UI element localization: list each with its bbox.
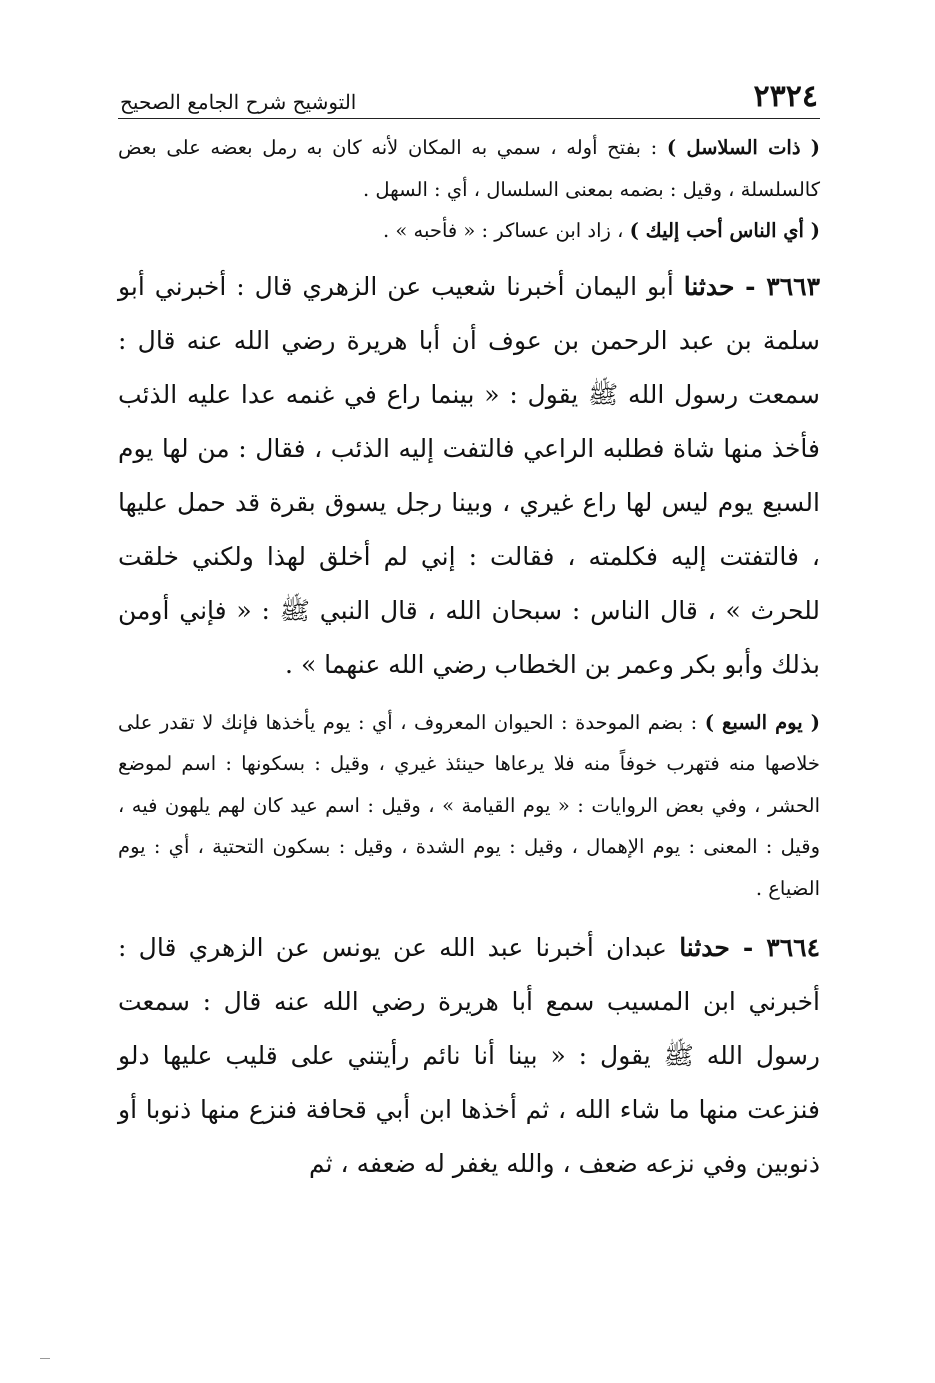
page-header bbox=[118, 70, 820, 119]
commentary-text: : بفتح أوله ، سمي به المكان لأنه كان به رمل بعضه على بعض كالسلسلة ، وقيل : بضمه بمعنى السلسال ، أي : السهل . bbox=[118, 136, 820, 201]
commentary-term: ( يوم السبع ) bbox=[704, 710, 820, 734]
hadith-text: عبدان أخبرنا عبد الله عن يونس عن الزهري قال : أخبرني ابن المسيب سمع أبا هريرة رضي الله عنه قال : سمعت رسول الله ﷺ يقول : « بينا أنا نائم رأيتني على قليب عليها دلو فنزعت منها ما شاء الله ، ثم أخذها ابن أبي قحافة فنزع منها ذنوبا أو ذنوبين وفي نزعه ضعف ، والله يغفر له ضعفه ، ثم bbox=[118, 933, 820, 1178]
commentary-paragraph bbox=[118, 127, 820, 210]
commentary-term: ( أي الناس أحب إليك ) bbox=[629, 219, 820, 242]
commentary-paragraph bbox=[118, 702, 820, 910]
book-title: التوشيح شرح الجامع الصحيح bbox=[120, 90, 357, 114]
document-page bbox=[118, 70, 820, 1191]
commentary-paragraph bbox=[118, 210, 820, 252]
hadith-number: ٣٦٦٣ - حدثنا bbox=[683, 271, 820, 301]
commentary-text: : بضم الموحدة : الحيوان المعروف ، أي : يوم يأخذها فإنك لا تقدر على خلاصها منه فتهرب خوفاً منه فلا يرعاها حينئذ غيري ، وقيل : بسكونها : اسم لموضع الحشر ، وفي بعض الروايات : « يوم القيامة » ، وقيل : اسم عيد كان لهم يلهون فيه ، وقيل : المعنى : يوم الإهمال ، وقيل : يوم الشدة ، وقيل : بسكون التحتية ، أي : يوم الضياع . bbox=[118, 710, 820, 900]
commentary-text: ، زاد ابن عساكر : « فأحبه » . bbox=[383, 219, 630, 242]
hadith-paragraph bbox=[118, 921, 820, 1191]
page-number: ٢٣٢٤ bbox=[753, 79, 818, 114]
hadith-text: أبو اليمان أخبرنا شعيب عن الزهري قال : أخبرني أبو سلمة بن عبد الرحمن بن عوف أن أبا هريرة رضي الله عنه قال : سمعت رسول الله ﷺ يقول : « بينما راع في غنمه عدا عليه الذئب فأخذ منها شاة فطلبه الراعي فالتفت إليه الذئب ، فقال : من لها يوم السبع يوم ليس لها راع غيري ، وبينا رجل يسوق بقرة قد حمل عليها ، فالتفتت إليه فكلمته ، فقالت : إني لم أخلق لهذا ولكني خلقت للحرث » ، قال الناس : سبحان الله ، قال النبي ﷺ : « فإني أومن بذلك وأبو بكر وعمر بن الخطاب رضي الله عنهما » . bbox=[118, 271, 820, 679]
hadith-paragraph bbox=[118, 260, 820, 692]
margin-mark bbox=[40, 1358, 50, 1359]
hadith-number: ٣٦٦٤ - حدثنا bbox=[679, 933, 820, 962]
commentary-term: ( ذات السلاسل ) bbox=[666, 136, 821, 159]
